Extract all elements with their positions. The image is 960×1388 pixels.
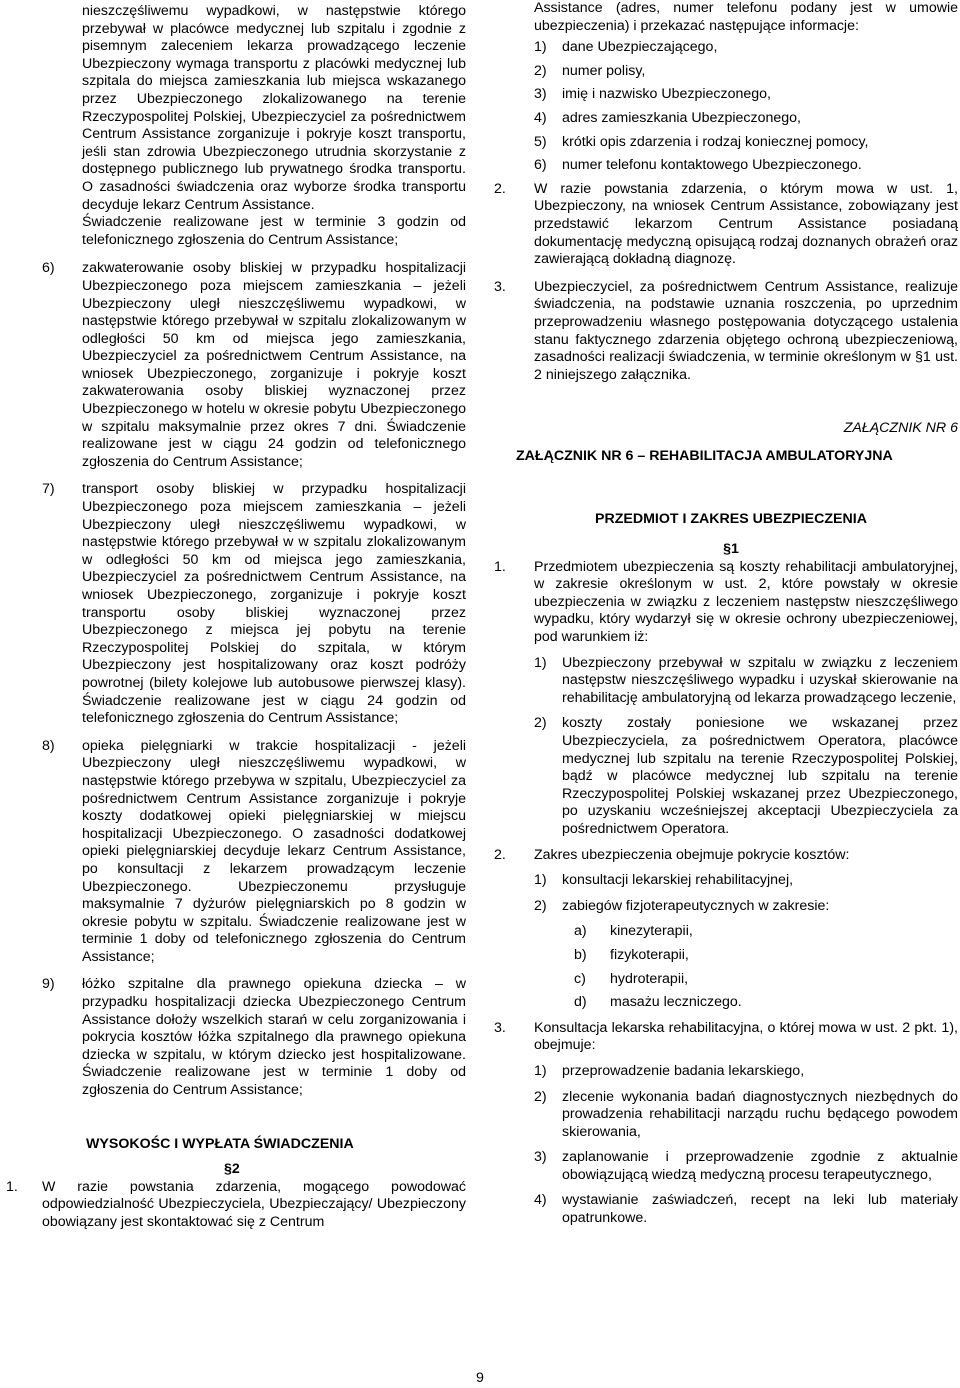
list-item xyxy=(0,481,466,727)
list-item xyxy=(488,39,958,57)
list-item xyxy=(488,715,958,838)
list-item xyxy=(488,1089,958,1142)
item-number: 3) xyxy=(534,1149,547,1166)
item-text: dane Ubezpieczającego, xyxy=(562,39,718,56)
paragraph-text: Ubezpieczyciel, za pośrednictwem Centrum Assistance, realizuje świadczenia, na podstawie uznania roszczenia, po uprzednim przeprowadzeniu własnego postępowania dotyczącego ustalenia stanu faktycznego zdarzenia objętego ochroną ubezpieczeniową, zasadności realizacji świadczenia, w terminie określonym w §1 ust. 2 niniejszego załącznika. xyxy=(534,278,958,383)
list-item xyxy=(488,157,958,175)
list-item xyxy=(488,1192,958,1227)
list-item xyxy=(488,1149,958,1184)
paragraph-number: 2. xyxy=(494,846,506,863)
annex-label: ZAŁĄCZNIK NR 6 xyxy=(843,420,958,437)
paragraph xyxy=(488,559,958,647)
section-heading: WYSOKOŚC I WYPŁATA ŚWIADCZENIA xyxy=(86,1135,354,1152)
item-text: zakwaterowanie osoby bliskiej w przypadku hospitalizacji Ubezpieczonego poza miejscem zamieszkania – jeżeli Ubezpieczony uległ nieszczęśliwemu wypadkowi, w następstwie którego przebywał w szpitalu zlokalizowanym w odległości 50 km od miejsca jego zamieszkania, Ubezpieczyciel za pośrednictwem Centrum Assistance, na wniosek Ubezpieczonego, zorganizuje i pokryje koszt zakwaterowania osoby bliskiej wyznaczonej przez Ubezpieczonego w hotelu w okresie pobytu Ubezpieczonego w szpitalu maksymalnie przez okres 7 dni. Świadczenie realizowane jest w ciągu 24 godzin od telefonicznego zgłoszenia do Centrum Assistance; xyxy=(82,260,466,470)
sub-item xyxy=(488,947,958,965)
sub-item-text: hydroterapii, xyxy=(610,970,689,987)
item-number: 1) xyxy=(534,1062,547,1079)
continued-paragraph: Assistance (adres, numer telefonu podany jest w umowie ubezpieczenia) i przekazać następujące informacje: xyxy=(534,0,958,34)
paragraph-text: W razie powstania zdarzenia, mogącego powodować odpowiedzialność Ubezpieczyciela, Ubezpieczający/ Ubezpieczony obowiązany jest skontaktować się z Centrum xyxy=(42,1178,466,1230)
item-text: krótki opis zdarzenia i rodzaj koniecznej pomocy, xyxy=(562,133,869,150)
item-number: 2) xyxy=(534,1088,547,1105)
item-text: numer polisy, xyxy=(562,62,646,79)
item-number: 4) xyxy=(534,1192,547,1209)
item-text: wystawianie zaświadczeń, recept na leki lub materiały opatrunkowe. xyxy=(562,1192,958,1227)
list-item xyxy=(488,898,958,916)
sub-item-text: kinezyterapii, xyxy=(610,923,693,940)
item-number: 1) xyxy=(534,872,547,889)
sub-item-letter: d) xyxy=(574,994,587,1011)
item-text: transport osoby bliskiej w przypadku hospitalizacji Ubezpieczonego poza miejscem zamieszkania – jeżeli Ubezpieczony uległ nieszczęśliwemu wypadkowi, w następstwie którego przebywał w w szpitalu zlokalizowanym w odległości 50 km od miejsca jego zamieszkania, Ubezpieczyciel za pośrednictwem Centrum Assistance, na wniosek Ubezpieczonego, zorganizuje i pokryje koszt transportu osoby bliskiej wyznaczonej przez Ubezpieczonego z miejsca jej pobytu na terenie Rzeczypospolitej Polskiej do szpitala, w którym Ubezpieczony jest hospitalizowany oraz koszt podróży powrotnej (bilety kolejowe lub autobusowe pierwszej klasy). Świadczenie realizowane jest w ciągu 24 godzin od telefonicznego zgłoszenia do Centrum Assistance; xyxy=(82,481,466,727)
section-symbol: §2 xyxy=(224,1161,240,1178)
sub-item xyxy=(488,923,958,941)
left-column xyxy=(0,0,466,1232)
page-number: 9 xyxy=(476,1370,484,1386)
item-text: łóżko szpitalne dla prawnego opiekuna dziecka – w przypadku hospitalizacji dziecka Ubezpieczonego Centrum Assistance dołoży wszelkich starań w celu zorganizowania i pokrycia kosztów łóżka szpitalnego dla prawnego opiekuna dziecka w szpitalu, w którym dziecko jest hospitalizowane. Świadczenie realizowane jest w terminie 1 doby od zgłoszenia do Centrum Assistance; xyxy=(82,976,466,1099)
list-item xyxy=(488,134,958,152)
item-number: 1) xyxy=(534,39,547,56)
scope-heading: PRZEDMIOT I ZAKRES UBEZPIECZENIA xyxy=(595,511,867,528)
section-symbol: §1 xyxy=(723,541,739,558)
item-text: konsultacji lekarskiej rehabilitacyjnej, xyxy=(562,872,794,889)
paragraph-number: 1. xyxy=(494,558,506,575)
paragraph xyxy=(488,1020,958,1055)
sub-item xyxy=(488,971,958,989)
sub-item-text: fizykoterapii, xyxy=(610,946,689,963)
item-text: adres zamieszkania Ubezpieczonego, xyxy=(562,109,801,126)
item-number: 6) xyxy=(42,260,55,277)
item-number: 9) xyxy=(42,976,55,993)
item-number: 2) xyxy=(534,715,547,732)
list-item xyxy=(488,655,958,708)
sub-item-text: masażu leczniczego. xyxy=(610,994,742,1011)
item-number: 6) xyxy=(534,157,547,174)
item-number: 5) xyxy=(534,133,547,150)
continued-paragraph-end: Świadczenie realizowane jest w terminie 3 godzin od telefonicznego zgłoszenia do Centrum Assistance; xyxy=(82,214,466,248)
item-number: 8) xyxy=(42,737,55,754)
item-text: przeprowadzenie badania lekarskiego, xyxy=(562,1062,805,1079)
item-number: 1) xyxy=(534,654,547,671)
item-number: 4) xyxy=(534,109,547,126)
sub-item-letter: c) xyxy=(574,970,586,987)
list-item xyxy=(488,63,958,81)
paragraph xyxy=(488,181,958,269)
annex-title: ZAŁĄCZNIK NR 6 – REHABILITACJA AMBULATORYJNA xyxy=(516,447,893,464)
item-text: zabiegów fizjoterapeutycznych w zakresie: xyxy=(562,897,830,914)
paragraph xyxy=(488,847,958,865)
sub-item-letter: a) xyxy=(574,923,587,940)
item-text: numer telefonu kontaktowego Ubezpieczonego. xyxy=(562,157,862,174)
item-text: koszty zostały poniesione we wskazanej przez Ubezpieczyciela, za pośrednictwem Operatora, placówce medycznej lub szpitalu na terenie Rzeczypospolitej Polskiej, bądź w placówce medycznej lub szpitalu na terenie Rzeczypospolitej Polskiej wskazanej przez Ubezpieczonego, po uzyskaniu wcześniejszej akceptacji Ubezpieczyciela za pośrednictwem Operatora. xyxy=(562,715,958,837)
sub-item-letter: b) xyxy=(574,946,587,963)
paragraph xyxy=(488,279,958,385)
list-item xyxy=(0,260,466,471)
paragraph xyxy=(0,1179,466,1232)
item-number: 2) xyxy=(534,897,547,914)
paragraph-number: 2. xyxy=(494,180,506,197)
item-text: zaplanowanie i przeprowadzenie zgodnie z aktualnie obowiązującą wiedzą medyczną procesu terapeutycznego, xyxy=(562,1149,958,1183)
paragraph-text: Zakres ubezpieczenia obejmuje pokrycie kosztów: xyxy=(534,846,850,863)
list-item xyxy=(488,110,958,128)
item-text: opieka pielęgniarki w trakcie hospitalizacji - jeżeli Ubezpieczony uległ nieszczęśliwemu wypadkowi, w następstwie którego przebywa w szpitalu, Ubezpieczyciel za pośrednictwem Centrum Assistance zorganizuje i pokryje koszty dodatkowej opieki pielęgniarskiej w miejscu hospitalizacji Ubezpieczonego. O zasadności dodatkowej opieki pielęgniarskiej decyduje lekarz Centrum Assistance, po konsultacji z lekarzem prowadzącym leczenie Ubezpieczonego. Ubezpieczonemu przysługuje maksymalnie 7 dyżurów pielęgniarskich po 8 godzin w okresie pobytu w szpitalu. Świadczenie realizowane jest w terminie 1 doby od telefonicznego zgłoszenia do Centrum Assistance; xyxy=(82,737,466,965)
continued-paragraph: nieszczęśliwemu wypadkowi, w następstwie którego przebywał w placówce medycznej lub szpitalu i zgodnie z pisemnym zaleceniem lekarza prowadzącego leczenie Ubezpieczony wymaga transportu z placówki medycznej lub szpitala do miejsca zamieszkania lub miejsca wskazanego przez Ubezpieczonego zlokalizowanego na terenie Rzeczypospolitej Polskiej, Ubezpieczyciel za pośrednictwem Centrum Assistance zorganizuje i pokryje koszt transportu, jeśli stan zdrowia Ubezpieczonego utrudnia skorzystanie z dostępnego publicznego lub prywatnego środka transportu. O zasadności świadczenia oraz wyborze środka transportu decyduje lekarz Centrum Assistance. xyxy=(82,3,466,213)
paragraph-text: Przedmiotem ubezpieczenia są koszty rehabilitacji ambulatoryjnej, w zakresie określonym w ust. 2, które powstały w okresie ubezpieczenia w związku z leczeniem następstw nieszczęśliwego wypadku, który wydarzył się w okresie ochrony ubezpieczeniowej, pod warunkiem iż: xyxy=(534,558,958,646)
paragraph-number: 3. xyxy=(494,1019,506,1036)
paragraph-number: 3. xyxy=(494,278,506,295)
item-number: 7) xyxy=(42,481,55,498)
sub-item xyxy=(488,994,958,1012)
paragraph-text: Konsultacja lekarska rehabilitacyjna, o której mowa w ust. 2 pkt. 1), obejmuje: xyxy=(534,1019,958,1054)
item-text: zlecenie wykonania badań diagnostycznych niezbędnych do prowadzenia rehabilitacji narządu ruchu będącego powodem skierowania, xyxy=(562,1088,958,1140)
right-column xyxy=(488,0,958,1228)
paragraph-number: 1. xyxy=(6,1178,18,1195)
list-item xyxy=(488,1063,958,1081)
list-item xyxy=(488,872,958,890)
list-item xyxy=(0,738,466,967)
item-text: imię i nazwisko Ubezpieczonego, xyxy=(562,86,771,103)
item-number: 2) xyxy=(534,62,547,79)
list-item xyxy=(488,86,958,104)
list-item xyxy=(0,976,466,1099)
item-number: 3) xyxy=(534,86,547,103)
info-list xyxy=(488,39,958,175)
item-text: Ubezpieczony przebywał w szpitalu w związku z leczeniem następstw nieszczęśliwego wypadku i uzyskał skierowanie na rehabilitację ambulatoryjną od lekarza prowadzącego leczenie, xyxy=(562,654,958,706)
paragraph-text: W razie powstania zdarzenia, o którym mowa w ust. 1, Ubezpieczony, na wniosek Centrum Assistance, zobowiązany jest przedstawić lekarzom Centrum Assistance posiadaną dokumentację medyczną opisującą rodzaj doznanych obrażeń oraz zawierającą dokładną diagnozę. xyxy=(534,180,958,268)
